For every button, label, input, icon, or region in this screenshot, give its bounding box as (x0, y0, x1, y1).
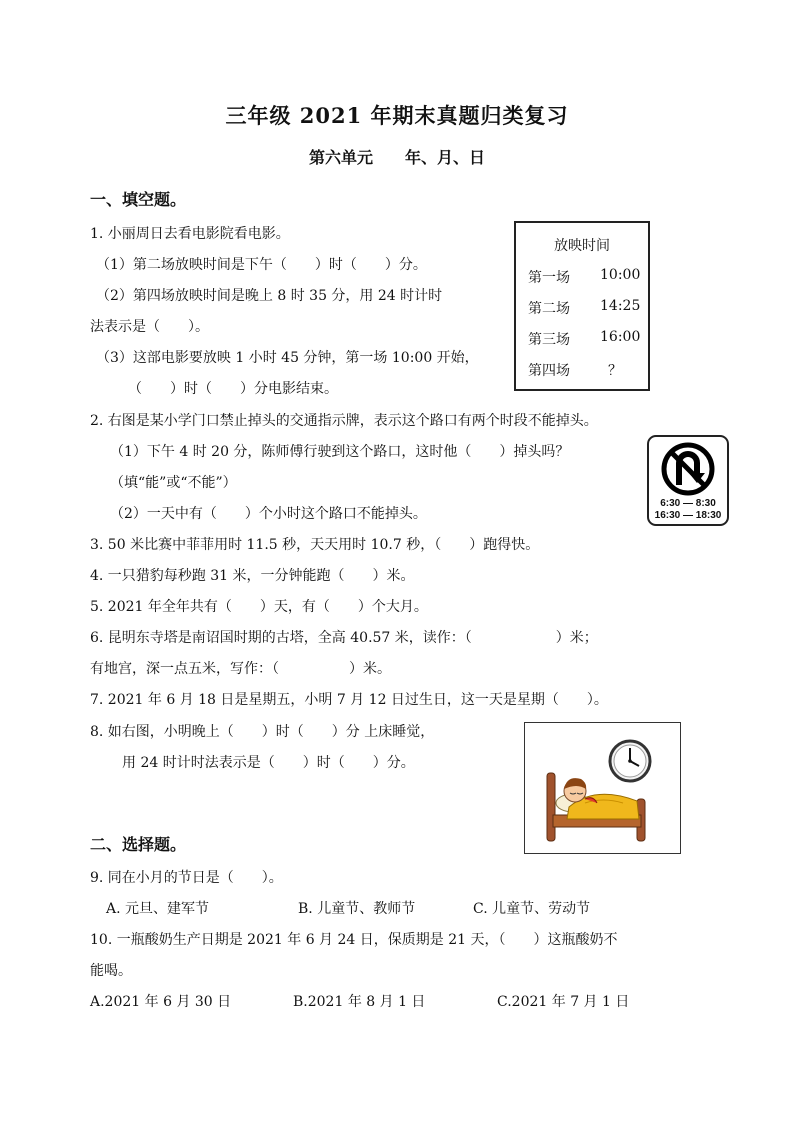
q1-stem: 1. 小丽周日去看电影院看电影。 (90, 226, 290, 242)
sleeping-boy-image (525, 723, 680, 853)
page-title: 三年级 2021 年期末真题归类复习 (225, 103, 569, 128)
schedule-time: ？ (608, 363, 622, 379)
wall-clock-icon (610, 741, 650, 781)
q10-stem-line1: 10. 一瓶酸奶生产日期是 2021 年 6 月 24 日，保质期是 21 天，（ ）这瓶酸奶不 (90, 932, 618, 948)
q1-part2-cont: 法表示是（ ）。 (90, 319, 209, 335)
bed-icon (547, 773, 645, 841)
q1-part2: （2）第四场放映时间是晚上 8 时 35 分，用 24 时计时 (96, 288, 443, 304)
boy-icon (564, 778, 597, 803)
q3: 3. 50 米比赛中菲菲用时 11.5 秒，天天用时 10.7 秒，（ ）跑得快。 (90, 537, 540, 553)
q9-stem: 9. 同在小月的节日是（ ）。 (90, 870, 283, 886)
q2-part1-hint: （填“能”或“不能”） (110, 475, 237, 491)
q7: 7. 2021 年 6 月 18 日是星期五，小明 7 月 12 日过生日，这一天是星期（ ）。 (90, 692, 608, 708)
q6-line2: 有地宫，深一点五米，写作：（ ）米。 (90, 661, 391, 677)
q1-part3-cont: （ ）时（ ）分电影结束。 (128, 381, 338, 397)
q1-part1: （1）第二场放映时间是下午（ ）时（ ）分。 (96, 257, 427, 273)
q10-option-c: C.2021 年 7 月 1 日 (497, 994, 630, 1010)
unit-subtitle: 第六单元 年、月、日 (308, 148, 485, 167)
schedule-time: 14:25 (600, 298, 641, 314)
no-u-turn-icon (649, 439, 727, 499)
schedule-name: 第一场 (528, 270, 570, 286)
schedule-name: 第四场 (528, 363, 570, 379)
q4: 4. 一只猎豹每秒跑 31 米，一分钟能跑（ ）米。 (90, 568, 415, 584)
schedule-name: 第二场 (528, 301, 570, 317)
q2-part2: （2）一天中有（ ）个小时这个路口不能掉头。 (110, 506, 427, 522)
q10-option-a: A.2021 年 6 月 30 日 (90, 994, 232, 1010)
q1-part3: （3）这部电影要放映 1 小时 45 分钟，第一场 10:00 开始， (96, 350, 479, 366)
sleeping-boy-illustration (524, 722, 681, 854)
schedule-box (514, 221, 650, 391)
section-fill-blank: 一、填空题。 (90, 190, 187, 209)
q9-option-a: A. 元旦、建军节 (106, 901, 210, 917)
schedule-header: 放映时间 (554, 238, 610, 254)
q10-stem-line2: 能喝。 (90, 963, 132, 979)
q5: 5. 2021 年全年共有（ ）天，有（ ）个大月。 (90, 599, 428, 615)
section-multiple-choice: 二、选择题。 (90, 835, 187, 854)
schedule-time: 10:00 (600, 267, 641, 283)
schedule-time: 16:00 (600, 329, 641, 345)
q2-part1: （1）下午 4 时 20 分，陈师傅行驶到这个路口，这时他（ ）掉头吗？ (110, 444, 570, 460)
q10-option-b: B.2021 年 8 月 1 日 (293, 994, 426, 1010)
sign-time-1: 6:30 — 8:30 (660, 498, 716, 509)
q2-stem: 2. 右图是某小学门口禁止掉头的交通指示牌，表示这个路口有两个时段不能掉头。 (90, 413, 598, 429)
q9-option-c: C. 儿童节、劳动节 (473, 901, 591, 917)
schedule-name: 第三场 (528, 332, 570, 348)
q8-line1: 8. 如右图，小明晚上（ ）时（ ）分 上床睡觉， (90, 724, 435, 740)
no-u-turn-sign (647, 435, 729, 526)
q8-line2: 用 24 时计时法表示是（ ）时（ ）分。 (122, 755, 415, 771)
sign-time-2: 16:30 — 18:30 (654, 510, 722, 521)
q6-line1: 6. 昆明东寺塔是南诏国时期的古塔，全高 40.57 米，读作：（ ）米； (90, 630, 598, 646)
q9-option-b: B. 儿童节、教师节 (298, 901, 416, 917)
